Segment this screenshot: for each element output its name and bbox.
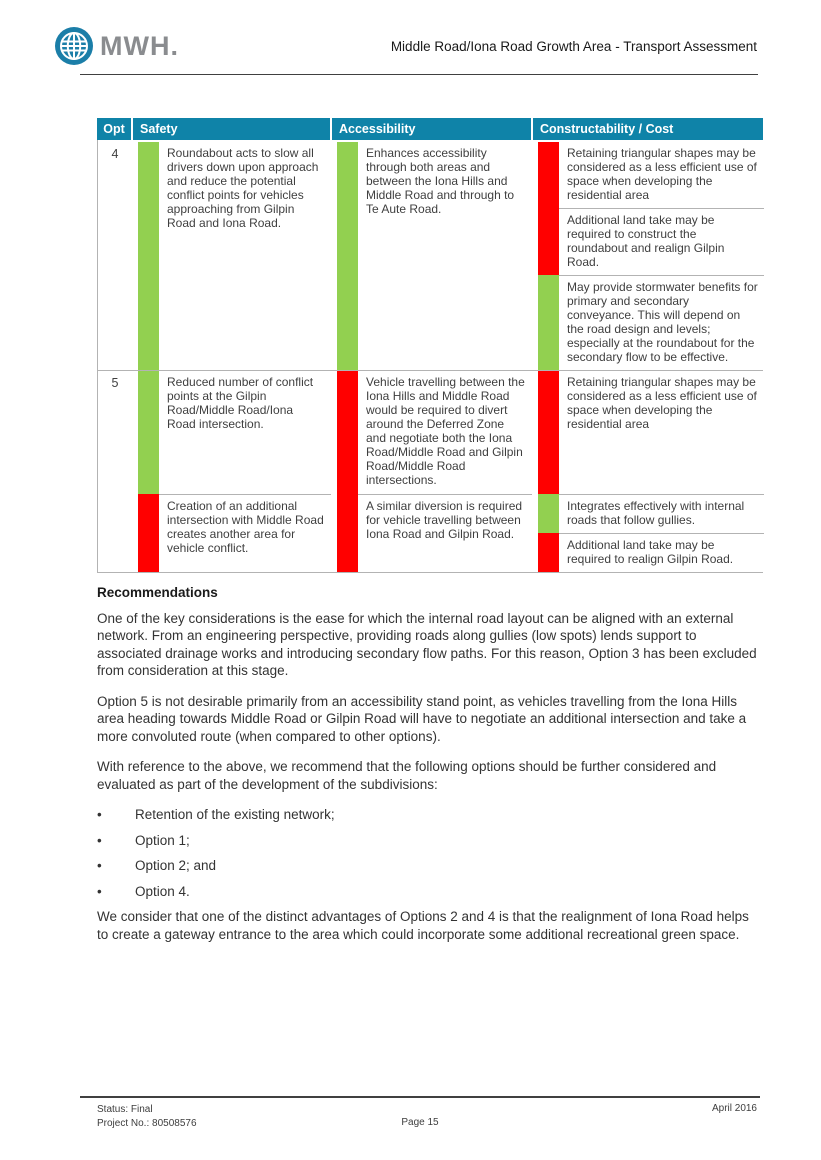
constructability-cell [534, 371, 764, 572]
bullet-icon: • [97, 807, 102, 822]
bullet-text: Option 4. [135, 883, 190, 899]
table-header-row [97, 118, 763, 140]
rating-indicator [538, 371, 559, 494]
rating-indicator [337, 142, 358, 370]
rating-indicator [538, 142, 559, 208]
table-row-option-4 [98, 140, 763, 370]
options-assessment-table [97, 118, 763, 573]
rating-indicator [538, 208, 559, 275]
project-number: Project No.: 80508576 [97, 1118, 197, 1129]
table-subcell [134, 371, 331, 494]
rating-indicator [337, 494, 358, 572]
paragraph: One of the key considerations is the ease for which the internal road layout can be aligned with an external network. From an engineering perspective, providing roads along gullies (low spots) lends support to associated drainage works and introducing secondary flow paths. For this reason, Option 3 has been excluded from consideration at this stage. [97, 610, 757, 678]
list-item [97, 883, 763, 901]
list-item [97, 857, 763, 875]
subcell-text: Retaining triangular shapes may be considered as a less efficient use of space when developing the residential area [567, 375, 757, 431]
rating-indicator [138, 142, 159, 370]
safety-cell [134, 371, 331, 572]
page-number: Page 15 [401, 1117, 439, 1128]
subcell-text: Enhances accessibility through both areas and between the Iona Hills and Middle Road and through to Te Aute Road. [366, 146, 515, 216]
header-divider [80, 74, 758, 75]
option-number: 4 [111, 147, 119, 161]
table-subcell [534, 494, 764, 533]
bullet-icon: • [97, 883, 102, 899]
table-subcell [534, 275, 764, 370]
paragraph: With reference to the above, we recommend that the following options should be further considered and evaluated as part of the development of the subdivisions: [97, 759, 717, 792]
bullet-text: Option 2; and [135, 858, 217, 873]
globe-icon [55, 27, 93, 65]
table-subcell [333, 371, 532, 494]
options-bullet-list [97, 806, 763, 900]
table-subcell [534, 533, 764, 572]
rating-indicator [138, 494, 159, 572]
table-subcell [333, 142, 532, 370]
table-subcell [333, 494, 532, 572]
table-subcell [134, 494, 331, 572]
footer-divider [80, 1096, 760, 1098]
option-number: 5 [111, 376, 119, 390]
rating-indicator [538, 494, 559, 533]
recommendations-heading: Recommendations [97, 585, 218, 600]
header-accessibility: Accessibility [332, 118, 531, 140]
rating-indicator [538, 275, 559, 370]
company-logo [55, 27, 179, 65]
bullet-icon: • [97, 858, 102, 873]
header-safety: Safety [133, 118, 330, 140]
constructability-cell [534, 142, 764, 370]
footer-date: April 2016 [711, 1103, 757, 1114]
status-text: Status: Final [97, 1104, 153, 1115]
rating-indicator [337, 371, 358, 494]
recommendations-section [97, 584, 763, 956]
subcell-text: A similar diversion is required for vehicle travelling between Iona Road and Gilpin Road. [358, 494, 532, 572]
header-opt: Opt [97, 118, 131, 140]
rating-indicator [138, 371, 159, 494]
document-title: Middle Road/Iona Road Growth Area - Transport Assessment [390, 39, 757, 54]
accessibility-cell [333, 142, 532, 370]
subcell-text: Vehicle travelling between the Iona Hills and Middle Road would be required to divert around the Deferred Zone and negotiate both the Iona Road/Middle Road and Gilpin Road/Middle Road intersections. [366, 375, 525, 487]
accessibility-cell [333, 371, 532, 572]
list-item [97, 806, 763, 824]
subcell-text: Creation of an additional intersection with Middle Road creates another area for vehicle conflict. [159, 494, 331, 572]
safety-cell [134, 142, 331, 370]
subcell-text: Reduced number of conflict points at the Gilpin Road/Middle Road/Iona Road intersection. [167, 375, 314, 431]
table-subcell [534, 208, 764, 275]
bullet-text: Option 1; [135, 832, 190, 848]
subcell-text: May provide stormwater benefits for primary and secondary conveyance. This will depend on the road design and levels; especially at the roundabout for the secondary flow to be effective. [559, 275, 764, 370]
table-subcell [534, 371, 764, 494]
bullet-icon: • [97, 832, 102, 848]
list-item [97, 832, 763, 850]
table-subcell [534, 142, 764, 208]
subcell-text: Roundabout acts to slow all drivers down upon approach and reduce the potential conflict points for vehicles approaching from Gilpin Road and Iona Road. [167, 146, 319, 230]
table-body [97, 140, 763, 573]
subcell-text: Additional land take may be required to construct the roundabout and realign Gilpin Road. [559, 208, 764, 275]
closing-paragraph: We consider that one of the distinct advantages of Options 2 and 4 is that the realignment of Iona Road helps to create a gateway entrance to the area which could incorporate some additional recreational green space. [97, 909, 749, 942]
table-row-option-5 [98, 370, 763, 572]
table-subcell [134, 142, 331, 370]
bullet-text: Retention of the existing network; [135, 807, 335, 822]
paragraph: Option 5 is not desirable primarily from an accessibility stand point, as vehicles travelling from the Iona Hills area heading towards Middle Road or Gilpin Road will have to negotiate an additional intersection and take a more convoluted route (when compared to other options). [97, 693, 747, 744]
logo-wordmark: MWH. [100, 31, 179, 61]
subcell-text: Additional land take may be required to realign Gilpin Road. [559, 533, 764, 572]
subcell-text: Integrates effectively with internal roads that follow gullies. [559, 494, 764, 533]
header-constructability: Constructability / Cost [533, 118, 763, 140]
subcell-text: Retaining triangular shapes may be considered as a less efficient use of space when developing the residential area [567, 146, 757, 202]
rating-indicator [538, 533, 559, 572]
